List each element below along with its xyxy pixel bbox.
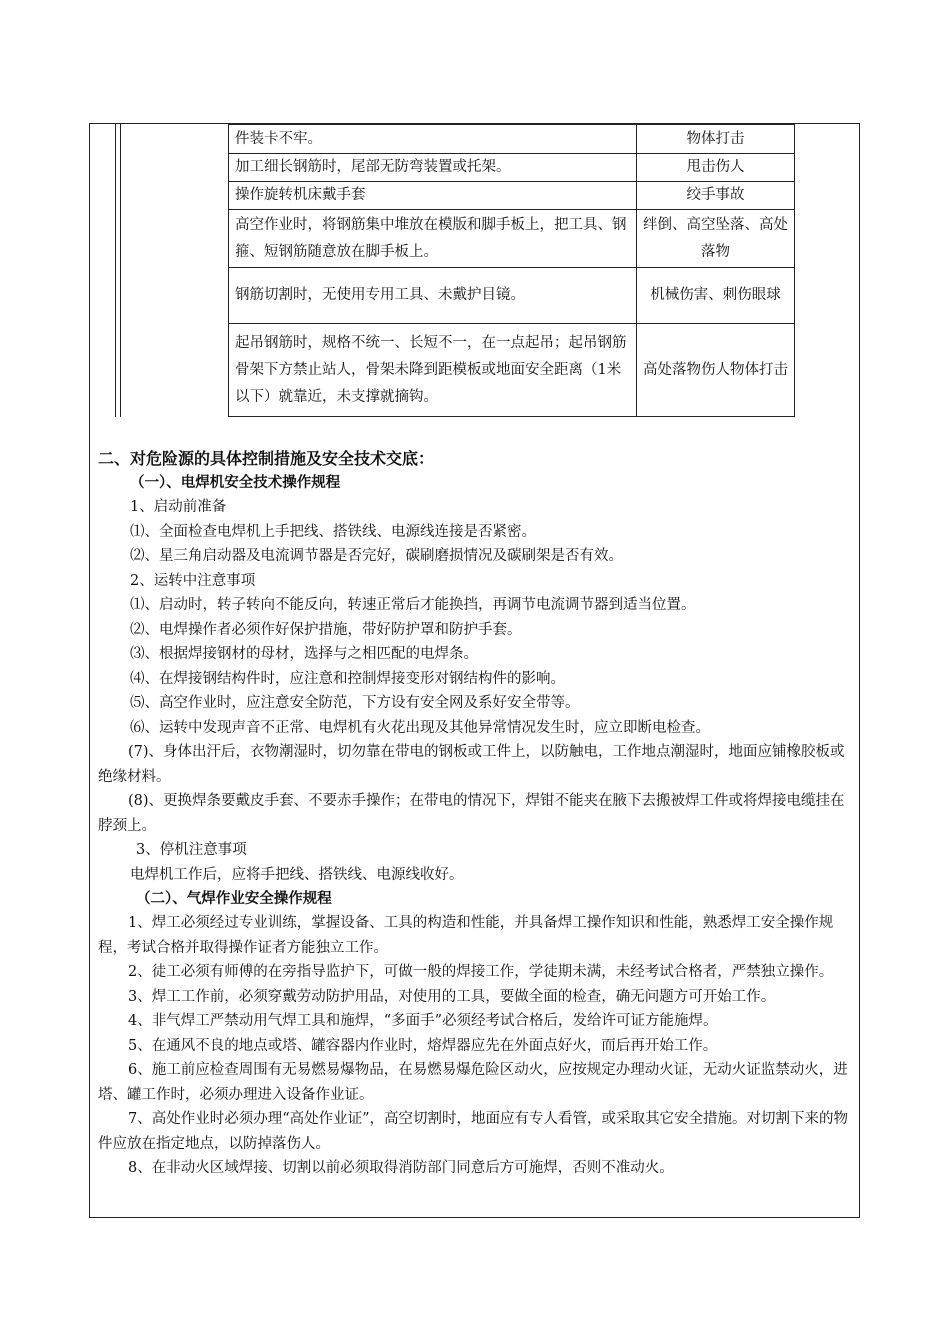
list-item: ⑸、高空作业时，应注意安全防范，下方设有安全网及系好安全带等。 <box>130 695 580 711</box>
table-row <box>229 268 795 324</box>
list-item: 8、在非动火区域焊接、切割以前必须取得消防部门同意后方可施焊，否则不准动火。 <box>128 1160 674 1176</box>
hazard-description: 钢筋切割时，无使用专用工具、未戴护目镜。 <box>229 268 637 324</box>
table-divider-left <box>115 124 116 417</box>
hazard-risk: 机械伤害、刺伤眼球 <box>637 268 795 324</box>
table-row <box>229 125 795 154</box>
list-item: ⑹、运转中发现声音不正常、电焊机有火花出现及其他异常情况发生时，应立即断电检查。 <box>130 719 710 736</box>
list-item: ⑶、根据焊接钢材的母材，选择与之相匹配的电焊条。 <box>130 646 478 662</box>
hazard-risk: 甩击伤人 <box>637 154 795 182</box>
list-item: (7)、身体出汗后，衣物潮湿时，切勿靠在带电的钢板或工件上，以防触电，工作地点潮湿时，地面应铺橡胶板或绝缘材料。 <box>98 744 845 785</box>
part-1-title: （一）、电焊机安全技术操作规程 <box>130 474 341 491</box>
list-item: ⑴、全面检查电焊机上手把线、搭铁线、电源线连接是否紧密。 <box>130 523 536 540</box>
hazard-description: 件装卡不牢。 <box>229 125 637 154</box>
hazard-risk: 绊倒、高空坠落、高处落物 <box>637 210 795 268</box>
part-2-title: （二）、气焊作业安全操作规程 <box>136 890 332 907</box>
table-row <box>229 324 795 417</box>
list-item: 2、徒工必须有师傅的在旁指导监护下，可做一般的焊接工作，学徒期未满，未经考试合格者，严禁独立操作。 <box>128 964 834 980</box>
list-item: 5、在通风不良的地点或塔、罐容器内作业时，熔焊器应先在外面点好火，而后再开始工作。 <box>128 1037 718 1054</box>
list-item: 4、非气焊工严禁动用气焊工具和施焊，“多面手”必须经考试合格后，发给许可证方能施焊。 <box>128 1013 718 1029</box>
table-row <box>229 182 795 210</box>
paragraph: 电焊机工作后，应将手把线、搭铁线、电源线收好。 <box>130 866 464 883</box>
table-row <box>229 154 795 182</box>
hazard-risk: 绞手事故 <box>637 182 795 210</box>
table-divider-inner <box>120 124 121 417</box>
list-item: ⑵、电焊操作者必须作好保护措施，带好防护罩和防护手套。 <box>130 621 522 638</box>
hazard-description: 起吊钢筋时，规格不统一、长短不一，在一点起吊；起吊钢筋骨架下方禁止站人，骨架未降到距模板或地面安全距离（1米以下）就靠近，未支撑就摘钩。 <box>229 324 637 417</box>
list-item: 3、焊工工作前，必须穿戴劳动防护用品，对使用的工具，要做全面的检查，确无问题方可开始工作。 <box>128 988 776 1005</box>
table-row <box>229 210 795 268</box>
hazard-description: 高空作业时，将钢筋集中堆放在模版和脚手板上，把工具、钢箍、短钢筋随意放在脚手板上。 <box>229 210 637 268</box>
hazard-risk: 物体打击 <box>637 125 795 154</box>
list-item: ⑵、星三角启动器及电流调节器是否完好，碳刷磨损情况及碳刷架是否有效。 <box>130 548 623 564</box>
list-item: 7、高处作业时必须办理“高处作业证”，高空切割时，地面应有专人看管，或采取其它安全措施。对切割下来的物件应放在指定地点，以防掉落伤人。 <box>98 1111 849 1152</box>
section-2 <box>98 447 854 1181</box>
list-item: 1、焊工必须经过专业训练，掌握设备、工具的构造和性能，并具备焊工操作知识和性能，熟悉焊工安全操作规程，考试合格并取得操作证者方能独立工作。 <box>98 915 834 956</box>
sub-heading: 2、运转中注意事项 <box>130 572 256 589</box>
section-2-title: 二、对危险源的具体控制措施及安全技术交底： <box>98 449 435 468</box>
hazard-risk: 高处落物伤人物体打击 <box>637 324 795 417</box>
hazard-description: 操作旋转机床戴手套 <box>229 182 637 210</box>
sub-heading: 3、停机注意事项 <box>136 842 247 858</box>
hazard-description: 加工细长钢筋时，尾部无防弯装置或托架。 <box>229 154 637 182</box>
list-item: (8)、更换焊条要戴皮手套、不要赤手操作；在带电的情况下，焊钳不能夹在腋下去搬被焊工件或将焊接电缆挂在脖颈上。 <box>98 793 845 834</box>
hazard-table <box>228 124 795 417</box>
list-item: ⑴、启动时，转子转向不能反向，转速正常后才能换挡，再调节电流调节器到适当位置。 <box>130 597 696 613</box>
list-item: ⑷、在焊接钢结构件时，应注意和控制焊接变形对钢结构件的影响。 <box>130 670 565 687</box>
list-item: 6、施工前应检查周围有无易燃易爆物品，在易燃易爆危险区动火，应按规定办理动火证，无动火证监禁动火，进塔、罐工作时，必须办理进入设备作业证。 <box>98 1062 848 1103</box>
sub-heading: 1、启动前准备 <box>130 499 227 515</box>
